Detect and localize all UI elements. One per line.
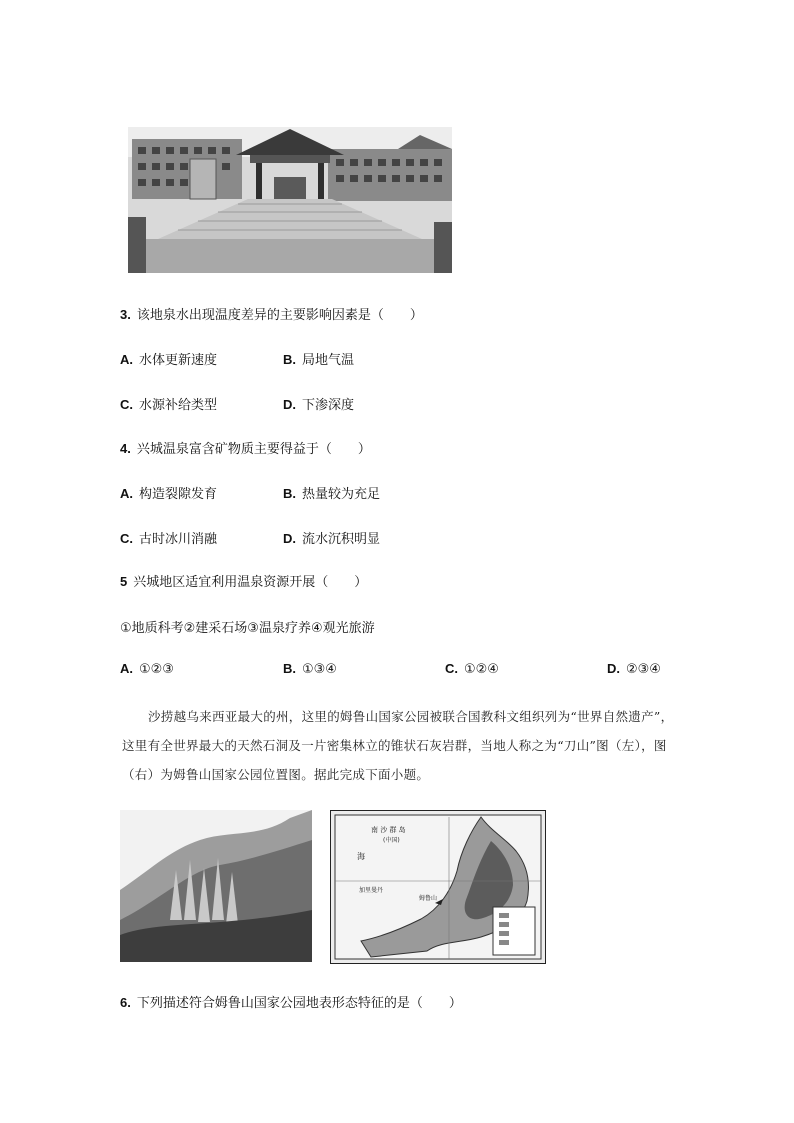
question-text: 下列描述符合姆鲁山国家公园地表形态特征的是（ ） xyxy=(136,996,462,1011)
option-text: 古时冰川消融 xyxy=(139,532,218,547)
option-text: ②③④ xyxy=(626,662,661,677)
option-text: 水体更新速度 xyxy=(139,353,218,368)
question-3-stem xyxy=(120,304,423,323)
option-key: D. xyxy=(283,531,296,546)
map-label-hai: 海 xyxy=(357,852,365,861)
q3-option-c[interactable] xyxy=(120,394,217,413)
question-6-stem xyxy=(120,992,462,1011)
option-key: A. xyxy=(120,352,133,367)
q5-option-a[interactable] xyxy=(120,661,174,677)
question-number: 5 xyxy=(120,574,128,589)
map-label-island: 加里曼丹 xyxy=(359,887,384,894)
option-key: B. xyxy=(283,352,296,367)
q4-option-b[interactable] xyxy=(283,483,380,502)
question-5-stem xyxy=(120,571,367,590)
option-text: 下渗深度 xyxy=(302,398,355,413)
option-key: C. xyxy=(445,661,458,676)
q3-option-b[interactable] xyxy=(283,349,354,368)
option-text: 构造裂隙发育 xyxy=(139,487,218,502)
q4-option-d[interactable] xyxy=(283,528,380,547)
question-text: 兴城地区适宜利用温泉资源开展（ ） xyxy=(133,575,368,590)
option-key: C. xyxy=(120,397,133,412)
option-text: ①②③ xyxy=(139,662,174,677)
option-text: 流水沉积明显 xyxy=(302,532,381,547)
map-label-park: 姆鲁山 xyxy=(419,895,438,902)
question-4-stem xyxy=(120,438,371,457)
q3-option-d[interactable] xyxy=(283,394,354,413)
option-text: ①③④ xyxy=(302,662,337,677)
option-text: 水源补给类型 xyxy=(139,398,218,413)
building-photo-drawing xyxy=(128,127,452,273)
question-number: 6. xyxy=(120,995,131,1010)
option-text: 热量较为充足 xyxy=(302,487,381,502)
hot-spring-building-photo xyxy=(128,127,452,273)
q5-option-b[interactable] xyxy=(283,661,337,677)
map-label-sub: (中国) xyxy=(383,837,400,844)
option-text: 局地气温 xyxy=(302,353,355,368)
q4-option-c[interactable] xyxy=(120,528,217,547)
option-key: B. xyxy=(283,661,296,676)
question-text: 兴城温泉富含矿物质主要得益于（ ） xyxy=(136,442,371,457)
option-key: A. xyxy=(120,486,133,501)
q3-option-a[interactable] xyxy=(120,349,217,368)
question-number: 4. xyxy=(120,441,131,456)
reading-passage: 沙捞越乌来西亚最大的州，这里的姆鲁山国家公园被联合国教科文组织列为“世界自然遗产”，这里有全世界最大的天然石洞及一片密集林立的锥状石灰岩群，当地人称之为“刀山”图（左），图（右）为姆鲁山国家公园位置图。据此完成下面小题。 xyxy=(122,709,674,782)
question-text: 该地泉水出现温度差异的主要影响因素是（ ） xyxy=(136,308,423,323)
option-key: C. xyxy=(120,531,133,546)
q5-option-d[interactable] xyxy=(607,661,661,677)
map-label-sea: 南 沙 群 岛 xyxy=(371,826,406,834)
question-5-items: ①地质科考②建采石场③温泉疗养④观光旅游 xyxy=(120,621,375,636)
option-key: A. xyxy=(120,661,133,676)
karst-pinnacles-photo xyxy=(120,810,312,962)
q4-option-a[interactable] xyxy=(120,483,217,502)
karst-photo-drawing xyxy=(120,810,312,962)
park-location-map xyxy=(330,810,546,964)
option-key: D. xyxy=(283,397,296,412)
q5-option-c[interactable] xyxy=(445,661,499,677)
option-key: D. xyxy=(607,661,620,676)
question-number: 3. xyxy=(120,307,131,322)
option-key: B. xyxy=(283,486,296,501)
option-text: ①②④ xyxy=(464,662,499,677)
